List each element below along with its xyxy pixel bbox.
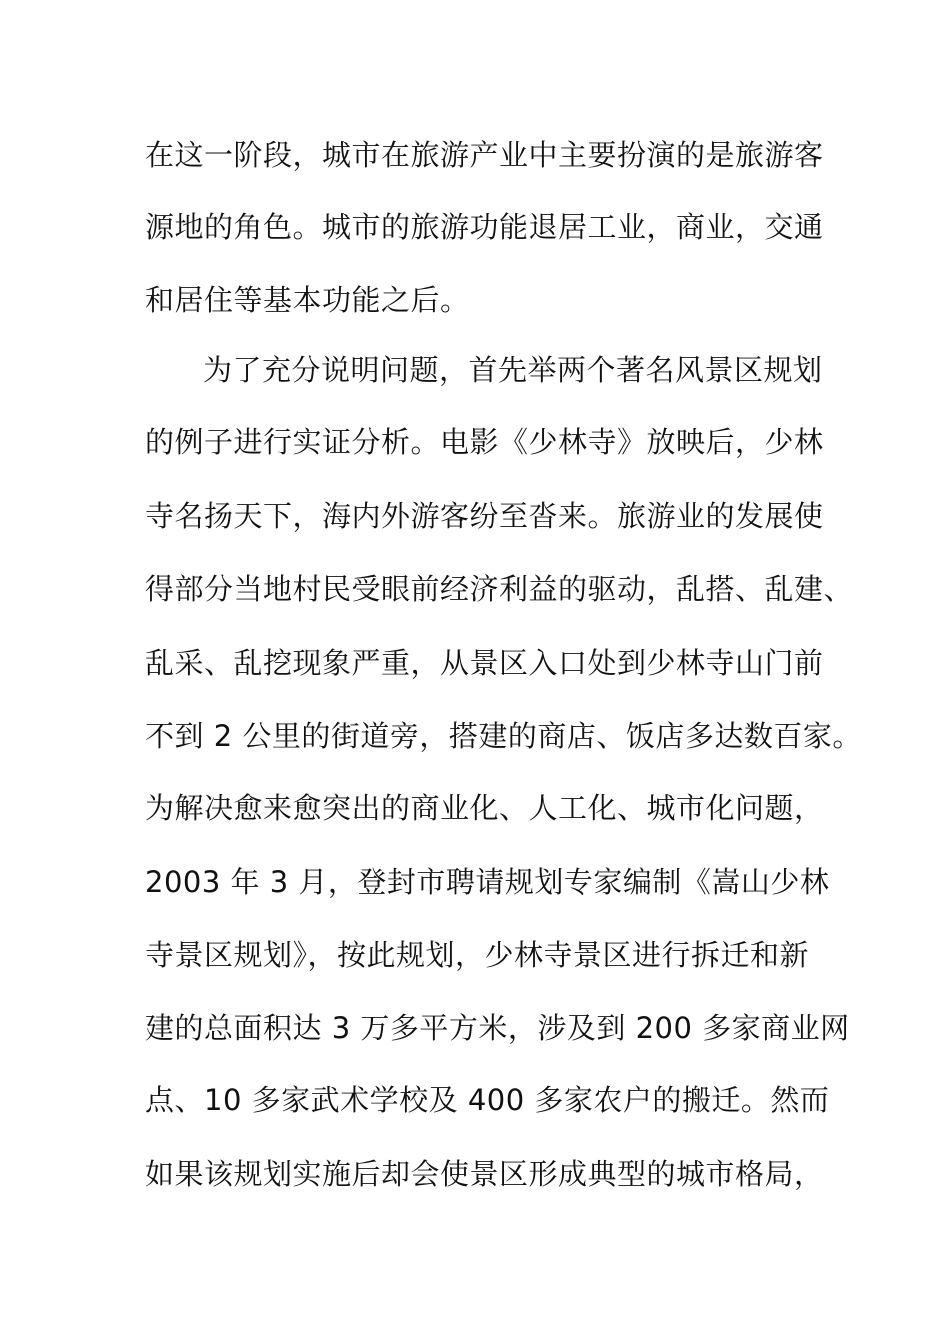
text-line: 在这一阶段，城市在旅游产业中主要扮演的是旅游客 [145,138,824,172]
text-line: 如果该规划实施后却会使景区形成典型的城市格局， [145,1157,824,1191]
text-line: 寺景区规划》，按此规划，少林寺景区进行拆迁和新 [145,938,810,972]
text-line: 不到 2 公里的街道旁，搭建的商店、饭店多达数百家。 [145,719,862,753]
text-line: 源地的角色。城市的旅游功能退居工业，商业，交通 [145,210,824,244]
text-line: 乱采、乱挖现象严重，从景区入口处到少林寺山门前 [145,646,824,680]
text-line: 2003 年 3 月，登封市聘请规划专家编制《嵩山少林 [145,865,830,899]
text-line: 得部分当地村民受眼前经济利益的驱动，乱搭、乱建、 [145,572,854,606]
text-line: 点、10 多家武术学校及 400 多家农户的搬迁。然而 [145,1083,830,1117]
text-line: 为了充分说明问题，首先举两个著名风景区规划 [203,353,823,387]
text-line: 的例子进行实证分析。电影《少林寺》放映后，少林 [145,425,824,459]
text-line: 和居住等基本功能之后。 [145,283,470,317]
text-line: 建的总面积达 3 万多平方米，涉及到 200 多家商业网 [145,1011,850,1045]
text-line: 寺名扬天下，海内外游客纷至沓来。旅游业的发展使 [145,499,824,533]
text-line: 为解决愈来愈突出的商业化、人工化、城市化问题， [145,791,824,825]
